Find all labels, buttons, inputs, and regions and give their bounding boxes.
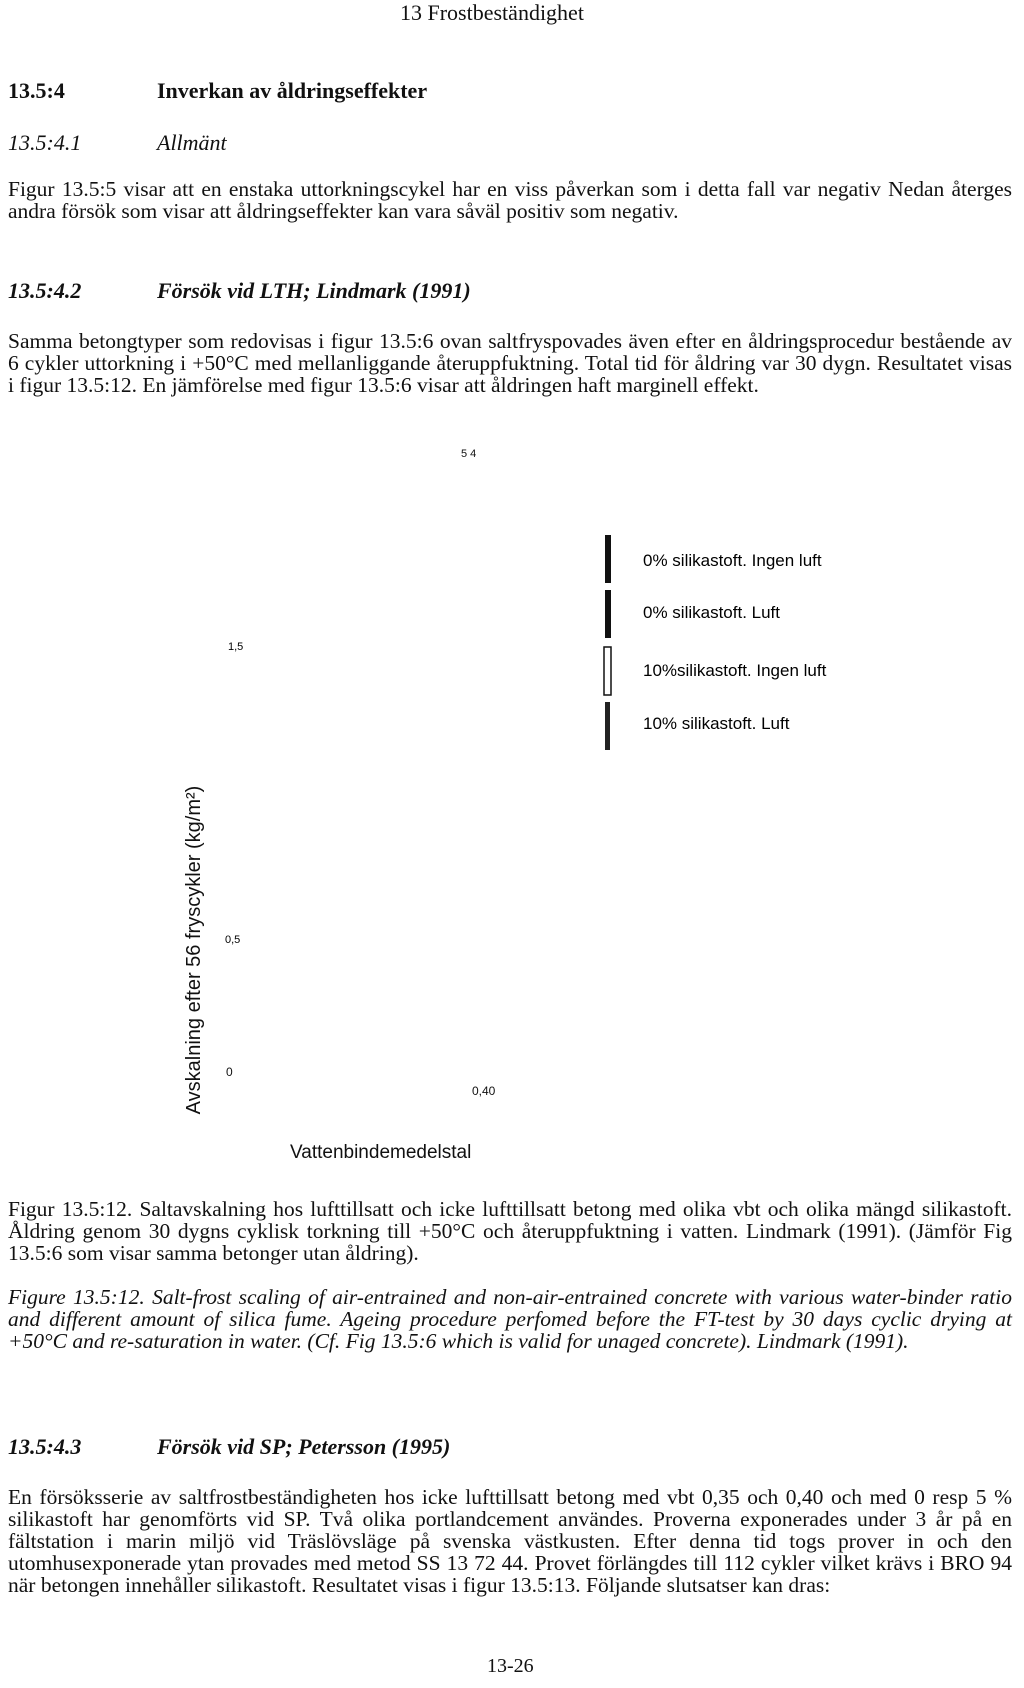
y-tick-label: 1,5 xyxy=(228,641,244,653)
paragraph-intro: Figur 13.5:5 visar att en enstaka uttorkningscykel har en viss påverkan som i detta fall var negativ Nedan återges andra försök som visar att åldringseffekter kan vara såväl positiv som negativ. xyxy=(8,177,1012,223)
section-title: Inverkan av åldringseffekter xyxy=(157,78,428,103)
subsection-number: 13.5:4.1 xyxy=(8,130,82,155)
page-number: 13-26 xyxy=(487,1655,534,1677)
subsection-number: 13.5:4.2 xyxy=(8,278,82,303)
caption-label: Figure 13.5:12. xyxy=(8,1285,145,1309)
subsection-number: 13.5:4.3 xyxy=(8,1434,82,1459)
legend-swatch-open xyxy=(604,647,611,695)
legend-label: 0% silikastoft. Ingen luft xyxy=(643,551,822,570)
legend-swatch-solid xyxy=(605,535,611,583)
figure-caption-english xyxy=(8,1286,1012,1352)
subsection-title: Allmänt xyxy=(157,130,227,155)
y-axis-label: Avskalning efter 56 fryscykler (kg/m²) xyxy=(183,785,205,1115)
paragraph-lth: Samma betongtyper som redovisas i figur 13.5:6 ovan saltfryspovades även efter en åldringsprocedur bestående av 6 cykler uttorkning i +50°C med mellanliggande återuppfuktning. Total tid för åldring var 30 dygn. Resultatet visas i figur 13.5:12. En jämförelse med figur 13.5:6 visar att åldringen haft marginell effekt. xyxy=(8,329,1012,397)
subsection-title: Försök vid SP; Petersson (1995) xyxy=(157,1434,451,1459)
caption-label: Figur 13.5:12. xyxy=(8,1197,133,1221)
legend-label: 10%silikastoft. Ingen luft xyxy=(643,661,827,680)
y-tick-label: 0 xyxy=(226,1065,233,1079)
caption-text: Salt-frost scaling of air-entrained and non-air-entrained concrete with various water-binder ratio and different amount of silica fume. Ageing procedure perfomed before the FT-test by 30 days cyclic drying at +50°C and re-saturation in water. (Cf. Fig 13.5:6 which is valid for unaged concrete). Lindmark (1991). xyxy=(8,1285,1012,1353)
y-tick-label: 0,5 xyxy=(225,934,241,946)
legend-swatch-dotted xyxy=(605,702,610,750)
legend-label: 0% silikastoft. Luft xyxy=(643,603,781,622)
x-axis-label: Vattenbindemedelstal xyxy=(290,1142,472,1163)
legend-label: 10% silikastoft. Luft xyxy=(643,714,790,733)
legend-swatch-solid xyxy=(605,590,611,638)
y-axis-ticks xyxy=(225,641,243,946)
x-tick-label: 0,40 xyxy=(472,1084,496,1098)
legend xyxy=(604,535,827,750)
caption-text: Saltavskalning hos lufttillsatt och icke lufttillsatt betong med olika vbt och olika mängd silikastoft. Åldring genom 30 dygns cyklisk torkning till +50°C och återuppfuktning i vatten. Lindmark (1991). (Jämför Fig 13.5:6 som visar samma betonger utan åldring). xyxy=(8,1197,1013,1265)
section-number: 13.5:4 xyxy=(8,78,65,103)
chart-top-marker: 5 4 xyxy=(461,448,477,460)
paragraph-sp: En försöksserie av saltfrostbeständigheten hos icke lufttillsatt betong med vbt 0,35 och 0,40 och med 0 resp 5 % silikastoft har genomförts vid SP. Två olika portlandcement användes. Proverna exponerades under 3 år på en fältstation i marin miljö vid Träslövsläge på svenska västkusten. Efter denna tid togs prover in och den utomhusexponerade ytan provades med metod SS 13 72 44. Provet förlängdes till 112 cykler vilket krävs i BRO 94 när betongen innehåller silikastoft. Resultatet visas i figur 13.5:13. Följande slutsatser kan dras: xyxy=(8,1485,1012,1597)
subsection-title: Försök vid LTH; Lindmark (1991) xyxy=(157,278,471,303)
figure-caption-swedish xyxy=(8,1198,1012,1264)
running-header: 13 Frostbeständighet xyxy=(400,0,584,25)
